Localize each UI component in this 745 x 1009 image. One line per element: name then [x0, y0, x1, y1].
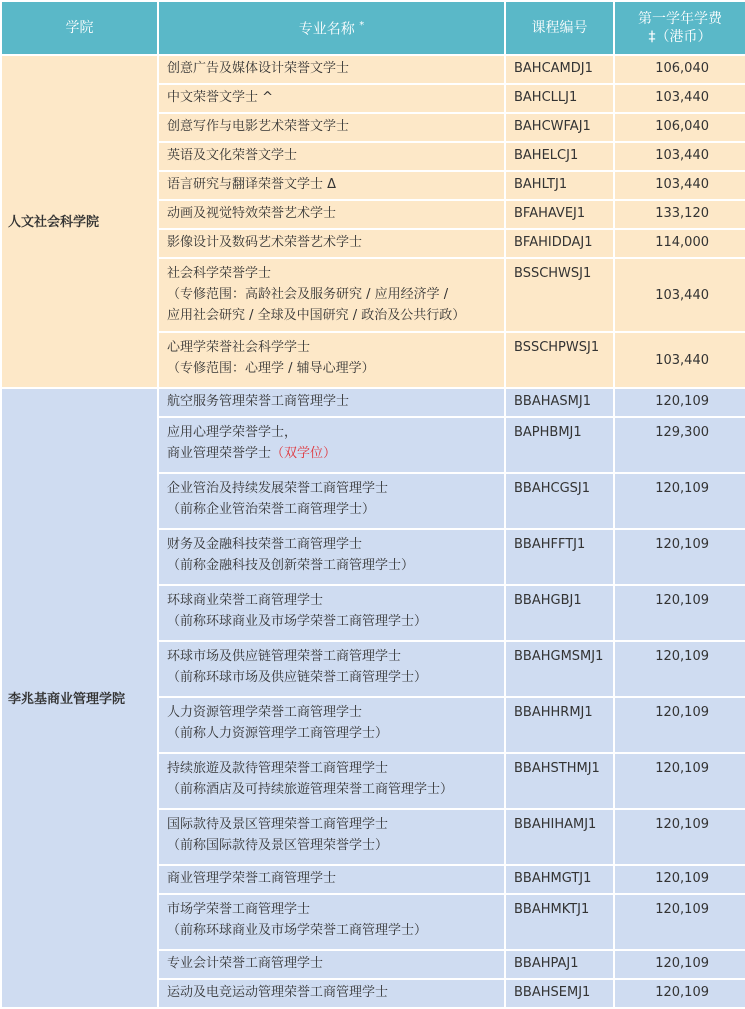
- program-specialism: （专修范围：心理学 / 辅导心理学）: [167, 361, 375, 376]
- table-row: [2, 389, 745, 416]
- school-humanities: 人文社会科学院: [2, 56, 157, 387]
- table-row: [2, 56, 745, 83]
- program-code: BSSCHWSJ1: [506, 259, 613, 331]
- program-code: BBAHPAJ1: [506, 951, 613, 978]
- program-name-line: 社会科学荣誉学士: [167, 266, 272, 281]
- program-former-name: （前称环球商业及市场学荣誉工商管理学士）: [167, 614, 428, 629]
- program-fee: 120,109: [615, 810, 745, 864]
- program-name: 中文荣誉文学士 ^: [159, 85, 504, 112]
- program-name: 商业管理学荣誉工商管理学士: [159, 866, 504, 893]
- program-fee: 103,440: [615, 259, 745, 331]
- program-fee: 120,109: [615, 586, 745, 640]
- program-specialism: （专修范围：高龄社会及服务研究 / 应用经济学 /: [167, 287, 449, 302]
- program-name: [159, 586, 504, 640]
- program-name: 专业会计荣誉工商管理学士: [159, 951, 504, 978]
- program-name: [159, 895, 504, 949]
- program-former-name: （前称金融科技及创新荣誉工商管理学士）: [167, 558, 415, 573]
- program-fee: 120,109: [615, 951, 745, 978]
- program-fee: 129,300: [615, 418, 745, 472]
- program-name: 运动及电竞运动管理荣誉工商管理学士: [159, 980, 504, 1007]
- program-former-name: （前称国际款待及景区管理荣誉学士）: [167, 838, 389, 853]
- program-code: BBAHIHAMJ1: [506, 810, 613, 864]
- header-program-mark: *: [359, 20, 365, 32]
- program-code: BSSCHPWSJ1: [506, 333, 613, 387]
- program-name-line: 商业管理荣誉学士（双学位）: [167, 446, 337, 461]
- program-code: BBAHASMJ1: [506, 389, 613, 416]
- school-business: 李兆基商业管理学院: [2, 389, 157, 1007]
- program-code: BAHLTJ1: [506, 172, 613, 199]
- program-code: BBAHSTHMJ1: [506, 754, 613, 808]
- program-fee: 120,109: [615, 389, 745, 416]
- program-fee: 103,440: [615, 333, 745, 387]
- program-name: [159, 259, 504, 331]
- program-fee: 120,109: [615, 895, 745, 949]
- program-code: BAHELCJ1: [506, 143, 613, 170]
- program-name: [159, 810, 504, 864]
- program-former-name: （前称人力资源管理学工商管理学士）: [167, 726, 389, 741]
- program-fee: 120,109: [615, 754, 745, 808]
- program-code: BBAHHRMJ1: [506, 698, 613, 752]
- header-fee: 第一学年学费 ‡（港币）: [615, 2, 745, 54]
- program-name: [159, 333, 504, 387]
- program-fee: 114,000: [615, 230, 745, 257]
- program-code: BAPHBMJ1: [506, 418, 613, 472]
- program-fee: 103,440: [615, 172, 745, 199]
- double-degree-note: （双学位）: [271, 446, 337, 461]
- program-fee: 103,440: [615, 143, 745, 170]
- program-code: BAHCWFAJ1: [506, 114, 613, 141]
- program-fee: 120,109: [615, 530, 745, 584]
- program-code: BAHCLLJ1: [506, 85, 613, 112]
- program-specialism: 应用社会研究 / 全球及中国研究 / 政治及公共行政）: [167, 308, 466, 323]
- program-code: BFAHAVEJ1: [506, 201, 613, 228]
- program-fee: 120,109: [615, 698, 745, 752]
- program-name-line: 国际款待及景区管理荣誉工商管理学士: [167, 817, 389, 832]
- program-name: 航空服务管理荣誉工商管理学士: [159, 389, 504, 416]
- program-name: [159, 418, 504, 472]
- program-fee: 133,120: [615, 201, 745, 228]
- program-name: 影像设计及数码艺术荣誉艺术学士: [159, 230, 504, 257]
- program-name: [159, 642, 504, 696]
- table-header-row: [2, 2, 745, 54]
- program-code: BBAHGBJ1: [506, 586, 613, 640]
- program-name-line: 心理学荣誉社会科学学士: [167, 340, 311, 355]
- program-code: BAHCAMDJ1: [506, 56, 613, 83]
- program-name-line: 环球商业荣誉工商管理学士: [167, 593, 324, 608]
- program-fee: 120,109: [615, 642, 745, 696]
- program-code: BFAHIDDAJ1: [506, 230, 613, 257]
- header-school: 学院: [2, 2, 157, 54]
- program-fee: 120,109: [615, 866, 745, 893]
- program-former-name: （前称酒店及可持续旅遊管理荣誉工商管理学士）: [167, 782, 454, 797]
- program-former-name: （前称环球市场及供应链荣誉工商管理学士）: [167, 670, 428, 685]
- header-code: 课程编号: [506, 2, 613, 54]
- header-program: 专业名称 *: [159, 2, 504, 54]
- program-name: 英语及文化荣誉文学士: [159, 143, 504, 170]
- program-former-name: （前称企业管治荣誉工商管理学士）: [167, 502, 376, 517]
- program-name: 创意写作与电影艺术荣誉文学士: [159, 114, 504, 141]
- program-code: BBAHGMSMJ1: [506, 642, 613, 696]
- program-code: BBAHMGTJ1: [506, 866, 613, 893]
- program-name-line: 人力资源管理学荣誉工商管理学士: [167, 705, 363, 720]
- program-fee: 120,109: [615, 980, 745, 1007]
- program-name-line: 环球市场及供应链管理荣誉工商管理学士: [167, 649, 402, 664]
- program-name: 语言研究与翻译荣誉文学士 Δ: [159, 172, 504, 199]
- program-code: BBAHSEMJ1: [506, 980, 613, 1007]
- program-name-line: 企业管治及持续发展荣誉工商管理学士: [167, 481, 389, 496]
- program-code: BBAHMKTJ1: [506, 895, 613, 949]
- program-name: [159, 530, 504, 584]
- program-former-name: （前称环球商业及市场学荣誉工商管理学士）: [167, 923, 428, 938]
- program-name: 创意广告及媒体设计荣誉文学士: [159, 56, 504, 83]
- program-fee: 120,109: [615, 474, 745, 528]
- program-name: [159, 754, 504, 808]
- program-fee: 103,440: [615, 85, 745, 112]
- program-fee: 106,040: [615, 114, 745, 141]
- program-name-line: 应用心理学荣誉学士，: [167, 425, 298, 440]
- program-name: [159, 474, 504, 528]
- program-name-line: 持续旅遊及款待管理荣誉工商管理学士: [167, 761, 389, 776]
- program-name-line: 财务及金融科技荣誉工商管理学士: [167, 537, 363, 552]
- program-name-line: 市场学荣誉工商管理学士: [167, 902, 311, 917]
- program-name: 动画及视觉特效荣誉艺术学士: [159, 201, 504, 228]
- program-name: [159, 698, 504, 752]
- program-fee: 106,040: [615, 56, 745, 83]
- program-code: BBAHFFTJ1: [506, 530, 613, 584]
- program-code: BBAHCGSJ1: [506, 474, 613, 528]
